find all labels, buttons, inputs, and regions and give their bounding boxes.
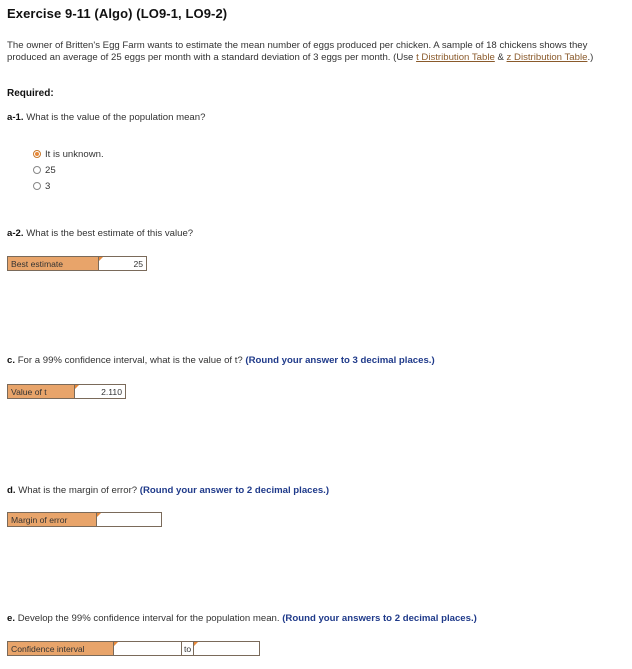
best-estimate-input[interactable]: 25 <box>99 257 146 270</box>
intro-amp: & <box>494 52 507 63</box>
problem-statement <box>7 40 623 64</box>
confidence-interval-lower-input[interactable] <box>114 642 181 655</box>
confidence-interval-field <box>7 641 260 656</box>
question-c-hint: (Round your answer to 3 decimal places.) <box>245 355 435 366</box>
exercise-title: Exercise 9-11 (Algo) (LO9-1, LO9-2) <box>7 6 228 21</box>
margin-of-error-input[interactable] <box>97 513 161 526</box>
t-value-label: Value of t <box>8 385 75 398</box>
t-value-input[interactable]: 2.110 <box>75 385 125 398</box>
required-heading: Required: <box>7 88 54 99</box>
radio-icon[interactable] <box>33 182 41 190</box>
a1-option-unknown[interactable] <box>33 146 104 162</box>
confidence-interval-to: to <box>181 642 194 655</box>
question-c-number: c. <box>7 355 16 366</box>
a1-option-3[interactable] <box>33 178 104 194</box>
question-a2-text: What is the best estimate of this value? <box>26 228 194 239</box>
best-estimate-label: Best estimate <box>8 257 99 270</box>
question-e-number: e. <box>7 613 16 624</box>
confidence-interval-upper-input[interactable] <box>194 642 259 655</box>
question-a2 <box>7 228 193 239</box>
question-c <box>7 355 435 366</box>
intro-end: .) <box>587 52 594 63</box>
radio-icon[interactable] <box>33 166 41 174</box>
best-estimate-field <box>7 256 147 271</box>
question-d-number: d. <box>7 485 16 496</box>
question-e-hint: (Round your answers to 2 decimal places.) <box>282 613 477 624</box>
radio-selected-icon[interactable] <box>33 150 41 158</box>
question-a2-number: a-2. <box>7 228 24 239</box>
confidence-interval-label: Confidence interval <box>8 642 114 655</box>
a1-options <box>33 146 104 194</box>
question-a1 <box>7 112 205 123</box>
question-d-hint: (Round your answer to 2 decimal places.) <box>139 485 330 496</box>
a1-option-25[interactable] <box>33 162 104 178</box>
question-d <box>7 485 329 496</box>
margin-of-error-label: Margin of error <box>8 513 97 526</box>
t-value-field <box>7 384 126 399</box>
question-c-text: For a 99% confidence interval, what is the value of t? <box>17 355 243 366</box>
a1-option-label: It is unknown. <box>45 148 104 160</box>
question-e-text: Develop the 99% confidence interval for the population mean. <box>17 613 280 624</box>
margin-of-error-field <box>7 512 162 527</box>
intro-text: The owner of Britten's Egg Farm wants to estimate the mean number of eggs produced per chicken. A sample of 18 chickens shows they produced an average of 25 eggs per month with a standard deviation of 3 eggs per month. (Use <box>7 40 588 63</box>
t-distribution-link[interactable]: t Distribution Table <box>416 52 495 63</box>
question-a1-number: a-1. <box>7 112 24 123</box>
a1-option-label: 25 <box>45 164 56 176</box>
a1-option-label: 3 <box>45 180 51 192</box>
question-a1-text: What is the value of the population mean? <box>26 112 206 123</box>
question-d-text: What is the margin of error? <box>18 485 138 496</box>
question-e <box>7 613 477 624</box>
z-distribution-link[interactable]: z Distribution Table <box>506 52 588 63</box>
